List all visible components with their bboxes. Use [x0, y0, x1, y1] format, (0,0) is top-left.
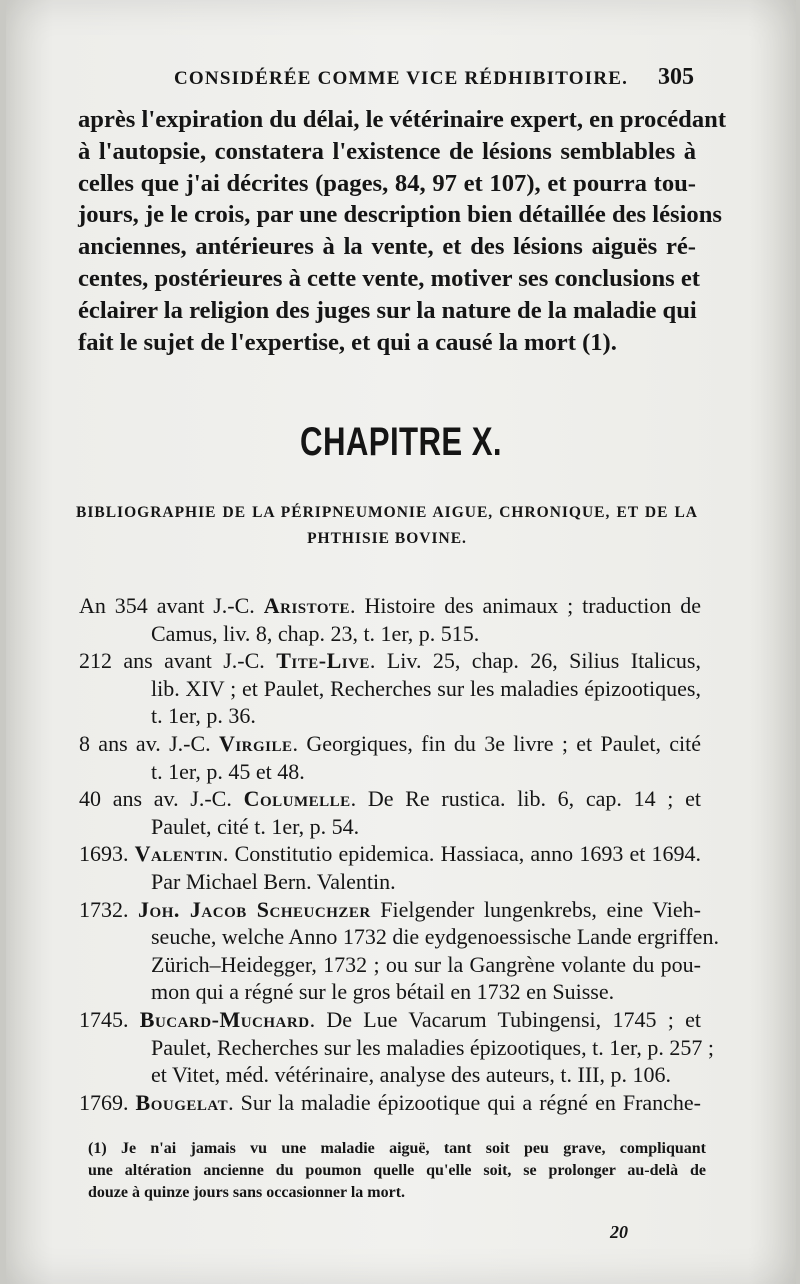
entry-text: De Re rustica. lib. 6, cap. 14 ; et [367, 786, 701, 812]
page-header [6, 64, 796, 98]
body-line: centes, postérieures à cette vente, motiver ses conclusions et [78, 264, 700, 292]
bibliography-entry: 1693. Valentin. Constitutio epidemica. Hassiaca, anno 1693 et 1694. Par Michael Bern. Valentin. [79, 841, 702, 894]
bibliography-entry: 40 ans av. J.-C. Columelle. De Re rustica. lib. 6, cap. 14 ; et Paulet, cité t. 1er, p. 54. [79, 786, 701, 839]
section-subtitle [76, 500, 698, 552]
entry-text: Fielgender lungenkrebs, eine Vieh- [380, 896, 702, 922]
entry-text: lib. XIV ; et Paulet, Recherches sur les maladies épizootiques, [151, 675, 701, 701]
bibliography-entry: 8 ans av. J.-C. Virgile. Georgiques, fin du 3e livre ; et Paulet, cité t. 1er, p. 45 et 48. [79, 730, 702, 784]
entry-text: Sur la maladie épizootique qui a régné en Franche- [240, 1089, 702, 1115]
subtitle-line: BIBLIOGRAPHIE DE LA PÉRIPNEUMONIE AIGUE, CHRONIQUE, ET DE LA [76, 504, 698, 521]
footnote-line: (1) Je n'ai jamais vu une maladie aiguë, tant soit peu grave, compliquant [88, 1140, 706, 1157]
entry-date: 8 ans av. J.-C. [79, 730, 219, 756]
page-number: 305 [658, 64, 694, 90]
body-paragraph [78, 104, 727, 358]
body-line: à l'autopsie, constatera l'existence de lésions semblables à [78, 137, 696, 165]
body-line: jours, je le crois, par une description bien détaillée des lésions [78, 201, 722, 229]
entry-text: Liv. 25, chap. 26, Silius Italicus, [386, 648, 701, 674]
entry-date: An 354 avant J.-C. [79, 593, 264, 618]
entry-text: seuche, welche Anno 1732 die eydgenoessische Lande ergriffen. [151, 924, 719, 950]
footnote [88, 1138, 706, 1204]
entry-author: Columelle [243, 786, 351, 812]
entry-text: et Vitet, méd. vétérinaire, analyse des auteurs, t. III, p. 106. [151, 1062, 671, 1088]
body-line: anciennes, antérieures à la vente, et des lésions aiguës ré- [78, 233, 696, 261]
entry-text: mon qui a régné sur le gros bétail en 1732 en Suisse. [151, 979, 615, 1005]
entry-author: Virgile [218, 730, 293, 756]
chapter-title: CHAPITRE X. [300, 420, 502, 464]
signature-mark: 20 [610, 1222, 628, 1242]
entry-text: Paulet, cité t. 1er, p. 54. [151, 813, 360, 839]
running-title: CONSIDÉRÉE COMME VICE RÉDHIBITOIRE. [174, 68, 629, 89]
body-line: après l'expiration du délai, le vétérinaire expert, en procédant [78, 106, 727, 133]
entry-date: 212 ans avant J.-C. [79, 648, 277, 674]
entry-author: Bucard-Muchard [139, 1006, 310, 1032]
entry-date: 1745. [79, 1006, 140, 1032]
entry-date: 1769. [79, 1089, 136, 1115]
bibliography-entry: An 354 avant J.-C. Aristote. Histoire des animaux ; traduction de Camus, liv. 8, chap. 23, t. 1er, p. 515. [79, 593, 701, 646]
book-page [6, 0, 796, 1284]
footnote-line: douze à quinze jours sans occasionner la mort. [88, 1184, 406, 1201]
entry-text: Zürich–Heidegger, 1732 ; ou sur la Gangrène volante du pou- [151, 951, 701, 977]
entry-author: Valentin [134, 841, 223, 867]
entry-date: 1732. [79, 896, 139, 922]
entry-text: Histoire des animaux ; traduction de [364, 593, 701, 618]
entry-date: 1693. [79, 841, 135, 867]
entry-text: Paulet, Recherches sur les maladies épizootiques, t. 1er, p. 257 ; [151, 1034, 715, 1060]
entry-text: De Lue Vacarum Tubingensi, 1745 ; et [326, 1006, 702, 1032]
footnote-line: une altération ancienne du poumon quelle qu'elle soit, se prolonger au-delà de [88, 1162, 706, 1179]
entry-text: Par Michael Bern. Valentin. [151, 868, 396, 894]
body-line: éclairer la religion des juges sur la nature de la maladie qui [78, 296, 697, 324]
entry-text: t. 1er, p. 45 et 48. [151, 758, 305, 784]
bibliography-entry: 1745. Bucard-Muchard. De Lue Vacarum Tubingensi, 1745 ; et Paulet, Recherches sur les maladies épizootiques, t. 1er, p. 257 ; et Vitet, méd. vétérinaire, analyse des auteurs, t. III, p. 106. [79, 1006, 715, 1088]
entry-author: Joh. Jacob Scheuchzer [138, 896, 371, 922]
body-line: fait le sujet de l'expertise, et qui a causé la mort (1). [78, 328, 617, 356]
entry-text: Georgiques, fin du 3e livre ; et Paulet, cité [306, 730, 702, 756]
entry-author: Aristote [263, 593, 351, 618]
entry-text: t. 1er, p. 36. [151, 703, 256, 729]
entry-date: 40 ans av. J.-C. [79, 786, 244, 812]
bibliography-entry: 212 ans avant J.-C. Tite-Live. Liv. 25, chap. 26, Silius Italicus, lib. XIV ; et Paulet, Recherches sur les maladies épizootiques, t. 1er, p. 36. [79, 648, 701, 729]
entry-text: Constitutio epidemica. Hassiaca, anno 1693 et 1694. [234, 841, 702, 867]
subtitle-line: PHTHISIE BOVINE. [307, 530, 467, 547]
entry-author: Tite-Live [276, 648, 370, 674]
bibliography-entry: 1769. Bougelat. Sur la maladie épizootique qui a régné en Franche- [79, 1089, 702, 1115]
bibliography-list [79, 592, 719, 1116]
body-line: celles que j'ai décrites (pages, 84, 97 et 107), et pourra tou- [78, 169, 696, 197]
entry-author: Bougelat [135, 1089, 229, 1115]
bibliography-entry [79, 896, 719, 1006]
entry-text: Camus, liv. 8, chap. 23, t. 1er, p. 515. [151, 620, 480, 646]
